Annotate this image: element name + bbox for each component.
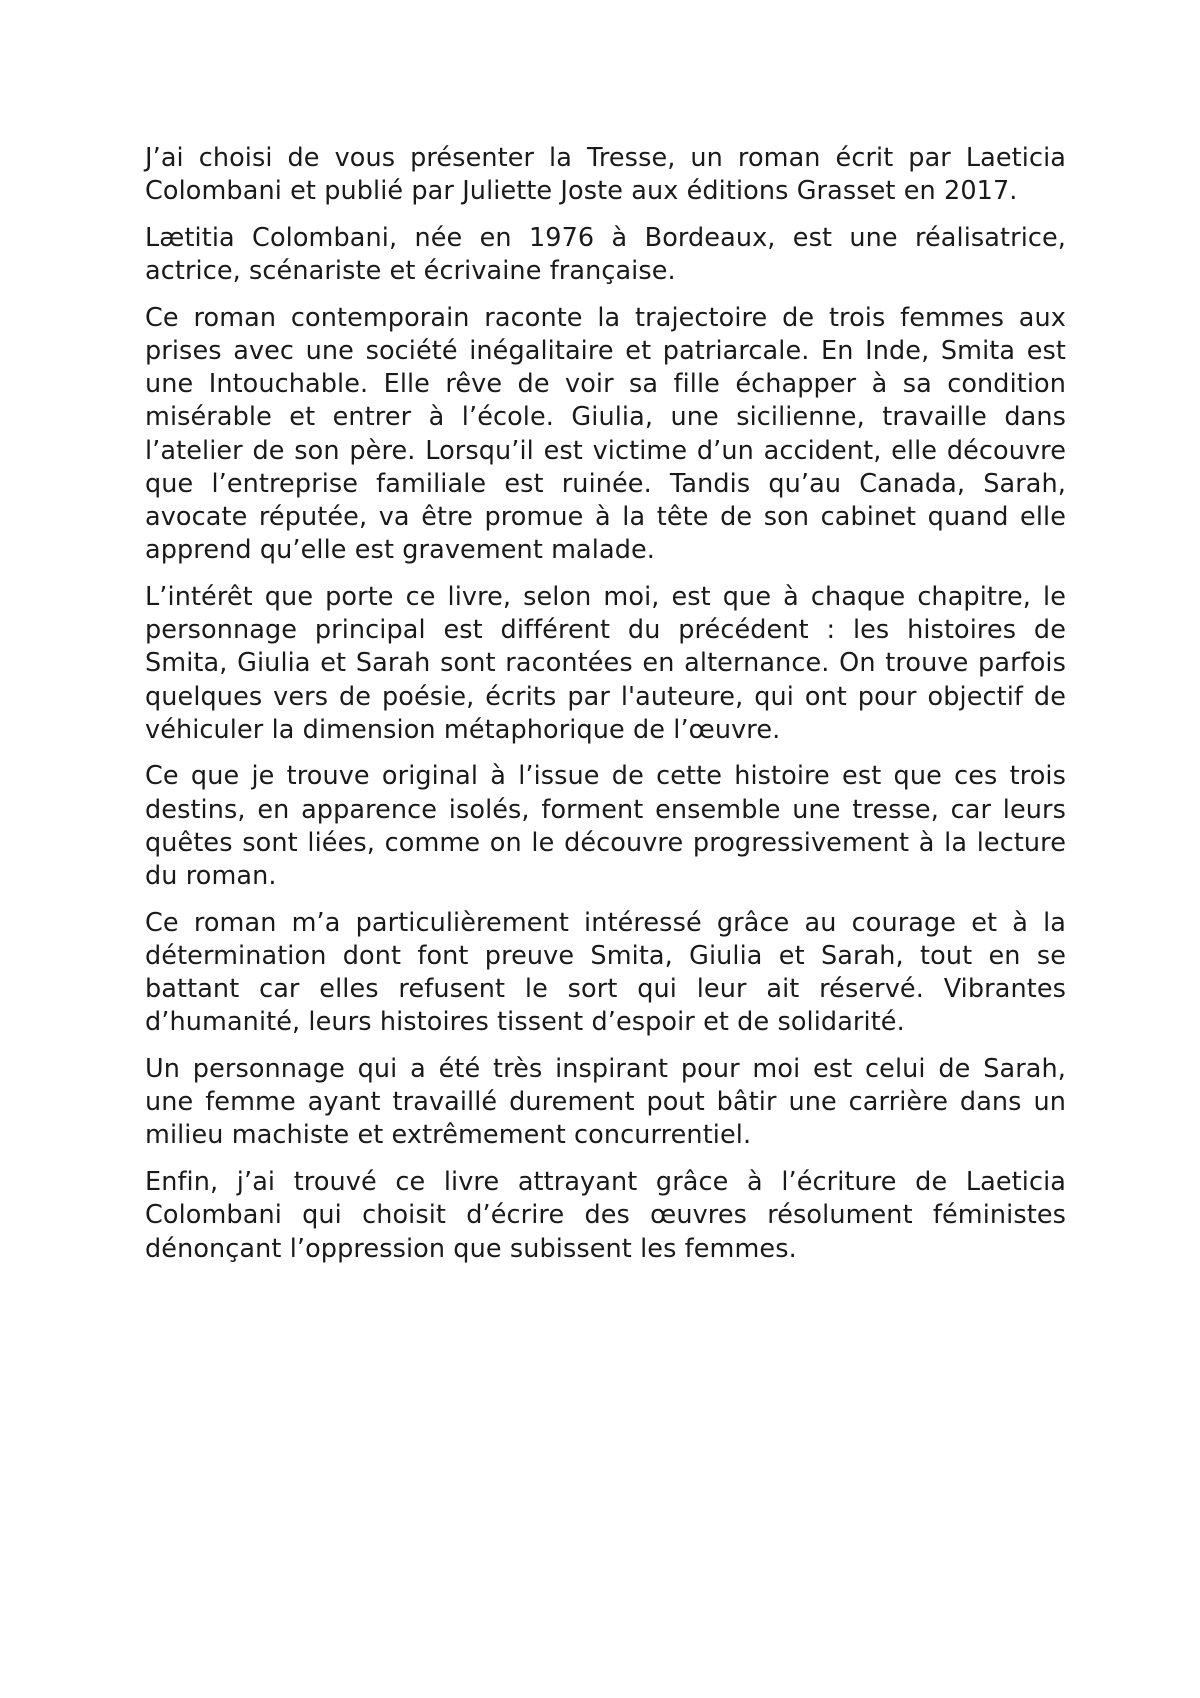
- paragraph-interest: Ce roman m’a particulièrement intéressé grâce au courage et à la détermination dont font preuve Smita, Giulia et Sarah, tout en se battant car elles refusent le sort qui leur ait réservé. Vibrantes d’humanité, leurs histoires tissent d’espoir et de solidarité.: [145, 907, 1066, 1038]
- paragraph-summary: Ce roman contemporain raconte la trajectoire de trois femmes aux prises avec une société inégalitaire et patriarcale. En Inde, Smita est une Intouchable. Elle rêve de voir sa fille échapper à sa condition misérable et entrer à l’école. Giulia, une sicilienne, travaille dans l’atelier de son père. Lorsqu’il est victime d’un accident, elle découvre que l’entreprise familiale est ruinée. Tandis qu’au Canada, Sarah, avocate réputée, va être promue à la tête de son cabinet quand elle apprend qu’elle est gravement malade.: [145, 302, 1066, 566]
- paragraph-originality: Ce que je trouve original à l’issue de cette histoire est que ces trois destins, en apparence isolés, forment ensemble une tresse, car leurs quêtes sont liées, comme on le découvre progressivement à la lecture du roman.: [145, 761, 1066, 892]
- paragraph-intro: J’ai choisi de vous présenter la Tresse, un roman écrit par Laeticia Colombani et publié par Juliette Joste aux éditions Grasset en 2017.: [145, 143, 1066, 207]
- paragraph-conclusion: Enfin, j’ai trouvé ce livre attrayant grâce à l’écriture de Laeticia Colombani qui choisit d’écrire des œuvres résolument féministes dénonçant l’oppression que subissent les femmes.: [145, 1167, 1066, 1264]
- paragraph-character: Un personnage qui a été très inspirant pour moi est celui de Sarah, une femme ayant travaillé durement pout bâtir une carrière dans un milieu machiste et extrêmement concurrentiel.: [145, 1054, 1066, 1151]
- document-body: [145, 142, 1066, 1279]
- paragraph-author: Lætitia Colombani, née en 1976 à Bordeaux, est une réalisatrice, actrice, scénariste et écrivaine française.: [145, 222, 1066, 287]
- paragraph-structure: L’intérêt que porte ce livre, selon moi, est que à chaque chapitre, le personnage principal est différent du précédent : les histoires de Smita, Giulia et Sarah sont racontées en alternance. On trouve parfois quelques vers de poésie, écrits par l'auteure, qui ont pour objectif de véhiculer la dimension métaphorique de l’œuvre.: [145, 581, 1066, 745]
